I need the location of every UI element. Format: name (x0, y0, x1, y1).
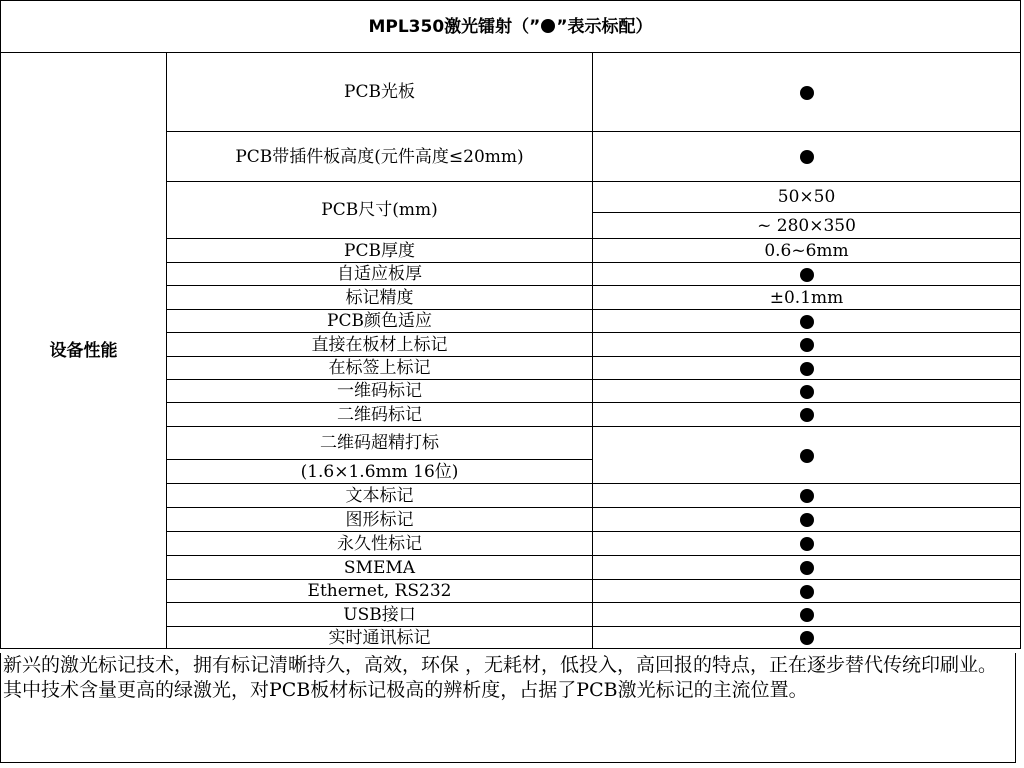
row-value (593, 484, 1021, 508)
row-value (593, 380, 1021, 403)
row-value (593, 263, 1021, 286)
row-label: SMEMA (167, 556, 593, 580)
standard-dot-icon (800, 449, 814, 463)
row-label: 永久性标记 (167, 532, 593, 556)
row-value: ±0.1mm (593, 286, 1021, 310)
row-label: 直接在板材上标记 (167, 333, 593, 357)
standard-dot-icon (800, 408, 814, 422)
standard-dot-icon (541, 19, 555, 33)
standard-dot-icon (800, 631, 814, 645)
row-value (593, 53, 1021, 132)
row-value: 0.6~6mm (593, 239, 1021, 263)
row-label: 二维码标记 (167, 403, 593, 427)
description-note: 新兴的激光标记技术，拥有标记清晰持久，高效，环保 ，无耗材，低投入，高回报的特点，正在逐步替代传统印刷业。其中技术含量更高的绿激光，对PCB板材标记极高的辨析度，占据了PCB激光标记的主流位置。 (0, 653, 1016, 763)
standard-dot-icon (800, 513, 814, 527)
row-value (593, 556, 1021, 580)
table-title (1, 1, 1021, 53)
standard-dot-icon (800, 268, 814, 282)
row-label: 图形标记 (167, 508, 593, 532)
row-value (593, 532, 1021, 556)
row-value (593, 427, 1021, 484)
row-label: PCB带插件板高度(元件高度≤20mm) (167, 132, 593, 182)
row-label: 标记精度 (167, 286, 593, 310)
row-value (593, 357, 1021, 380)
row-label: USB接口 (167, 603, 593, 627)
standard-dot-icon (800, 86, 814, 100)
standard-dot-icon (800, 585, 814, 599)
row-value (593, 508, 1021, 532)
row-label: 自适应板厚 (167, 263, 593, 286)
row-value (593, 333, 1021, 357)
row-value (593, 403, 1021, 427)
row-label: 实时通讯标记 (167, 627, 593, 649)
row-value-line1: 50×50 (593, 182, 1021, 213)
row-value (593, 132, 1021, 182)
standard-dot-icon (800, 489, 814, 503)
row-value (593, 627, 1021, 649)
row-label: 在标签上标记 (167, 357, 593, 380)
title-suffix: ”表示标配） (556, 16, 653, 37)
row-value (593, 310, 1021, 333)
standard-dot-icon (800, 537, 814, 551)
row-label: 二维码超精打标 (167, 427, 593, 460)
standard-dot-icon (800, 315, 814, 329)
row-label: PCB尺寸(mm) (167, 182, 593, 239)
row-value (593, 603, 1021, 627)
standard-dot-icon (800, 561, 814, 575)
title-prefix: MPL350激光镭射（” (368, 16, 541, 37)
standard-dot-icon (800, 362, 814, 376)
row-value-line2: ~ 280×350 (593, 213, 1021, 239)
row-value (593, 580, 1021, 603)
row-label: PCB颜色适应 (167, 310, 593, 333)
row-label-line2: (1.6×1.6mm 16位) (167, 460, 593, 484)
standard-dot-icon (800, 608, 814, 622)
row-label: 文本标记 (167, 484, 593, 508)
row-label: Ethernet, RS232 (167, 580, 593, 603)
row-label: PCB光板 (167, 53, 593, 132)
group-label: 设备性能 (1, 53, 167, 649)
row-label: 一维码标记 (167, 380, 593, 403)
row-label: PCB厚度 (167, 239, 593, 263)
standard-dot-icon (800, 338, 814, 352)
standard-dot-icon (800, 385, 814, 399)
standard-dot-icon (800, 150, 814, 164)
